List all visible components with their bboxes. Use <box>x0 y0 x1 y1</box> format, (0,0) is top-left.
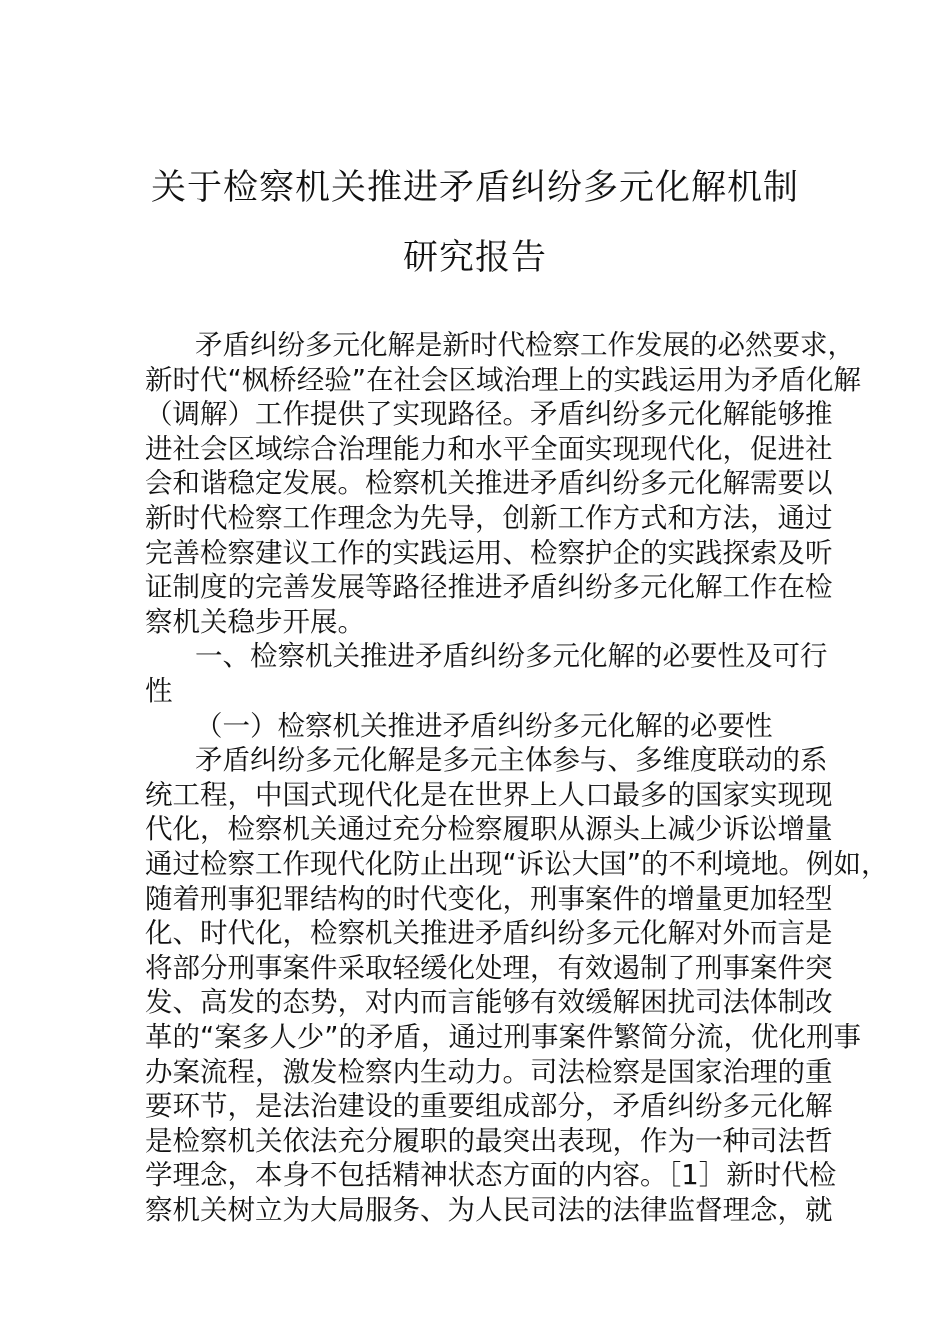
body-text-line: 新时代“枫桥经验”在社会区域治理上的实践运用为矛盾化解 <box>145 363 861 396</box>
body-text-line: 革的“案多人少”的矛盾，通过刑事案件繁简分流，优化刑事 <box>145 1021 861 1053</box>
document-title-line-1: 关于检察机关推进矛盾纠纷多元化解机制 <box>150 168 799 208</box>
body-text-line: 发、高发的态势，对内而言能够有效缓解困扰司法体制改 <box>145 986 833 1019</box>
body-text-line: 要环节，是法治建设的重要组成部分，矛盾纠纷多元化解 <box>145 1090 833 1123</box>
body-text-line: 一、检察机关推进矛盾纠纷多元化解的必要性及可行 <box>195 640 828 673</box>
body-text-line: 办案流程，激发检察内生动力。司法检察是国家治理的重 <box>145 1055 833 1088</box>
body-text-line: 是检察机关依法充分履职的最突出表现，作为一种司法哲 <box>145 1124 833 1157</box>
body-text-line: 化、时代化，检察机关推进矛盾纠纷多元化解对外而言是 <box>145 917 833 950</box>
body-text-line: （一）检察机关推进矛盾纠纷多元化解的必要性 <box>195 709 773 742</box>
body-text-line: 证制度的完善发展等路径推进矛盾纠纷多元化解工作在检 <box>145 571 833 604</box>
body-text-line: 学理念，本身不包括精神状态方面的内容。［1］新时代检 <box>145 1159 837 1192</box>
body-text-line: 察机关稳步开展。 <box>145 605 365 638</box>
body-text-line: 统工程，中国式现代化是在世界上人口最多的国家实现现 <box>145 778 833 811</box>
body-text-line: 性 <box>145 675 173 707</box>
body-text-line: 矛盾纠纷多元化解是多元主体参与、多维度联动的系 <box>195 744 828 777</box>
body-text-line: 将部分刑事案件采取轻缓化处理，有效遏制了刑事案件突 <box>145 951 833 984</box>
body-text-line: 新时代检察工作理念为先导，创新工作方式和方法，通过 <box>145 502 833 534</box>
body-text-line: 会和谐稳定发展。检察机关推进矛盾纠纷多元化解需要以 <box>145 467 833 500</box>
body-text-line: 代化，检察机关通过充分检察履职从源头上减少诉讼增量 <box>145 813 833 846</box>
body-text-line: 进社会区域综合治理能力和水平全面实现现代化，促进社 <box>145 432 833 465</box>
document-title-line-2: 研究报告 <box>402 238 547 278</box>
body-text-line: 察机关树立为大局服务、为人民司法的法律监督理念，就 <box>145 1194 833 1226</box>
body-text-line: 随着刑事犯罪结构的时代变化，刑事案件的增量更加轻型 <box>145 882 833 915</box>
body-text-line: （调解）工作提供了实现路径。矛盾纠纷多元化解能够推 <box>145 398 833 431</box>
body-text-line: 矛盾纠纷多元化解是新时代检察工作发展的必然要求， <box>195 329 855 361</box>
body-text-line: 通过检察工作现代化防止出现“诉讼大国”的不利境地。例如， <box>145 848 889 880</box>
body-text-line: 完善检察建议工作的实践运用、检察护企的实践探索及听 <box>145 536 833 569</box>
